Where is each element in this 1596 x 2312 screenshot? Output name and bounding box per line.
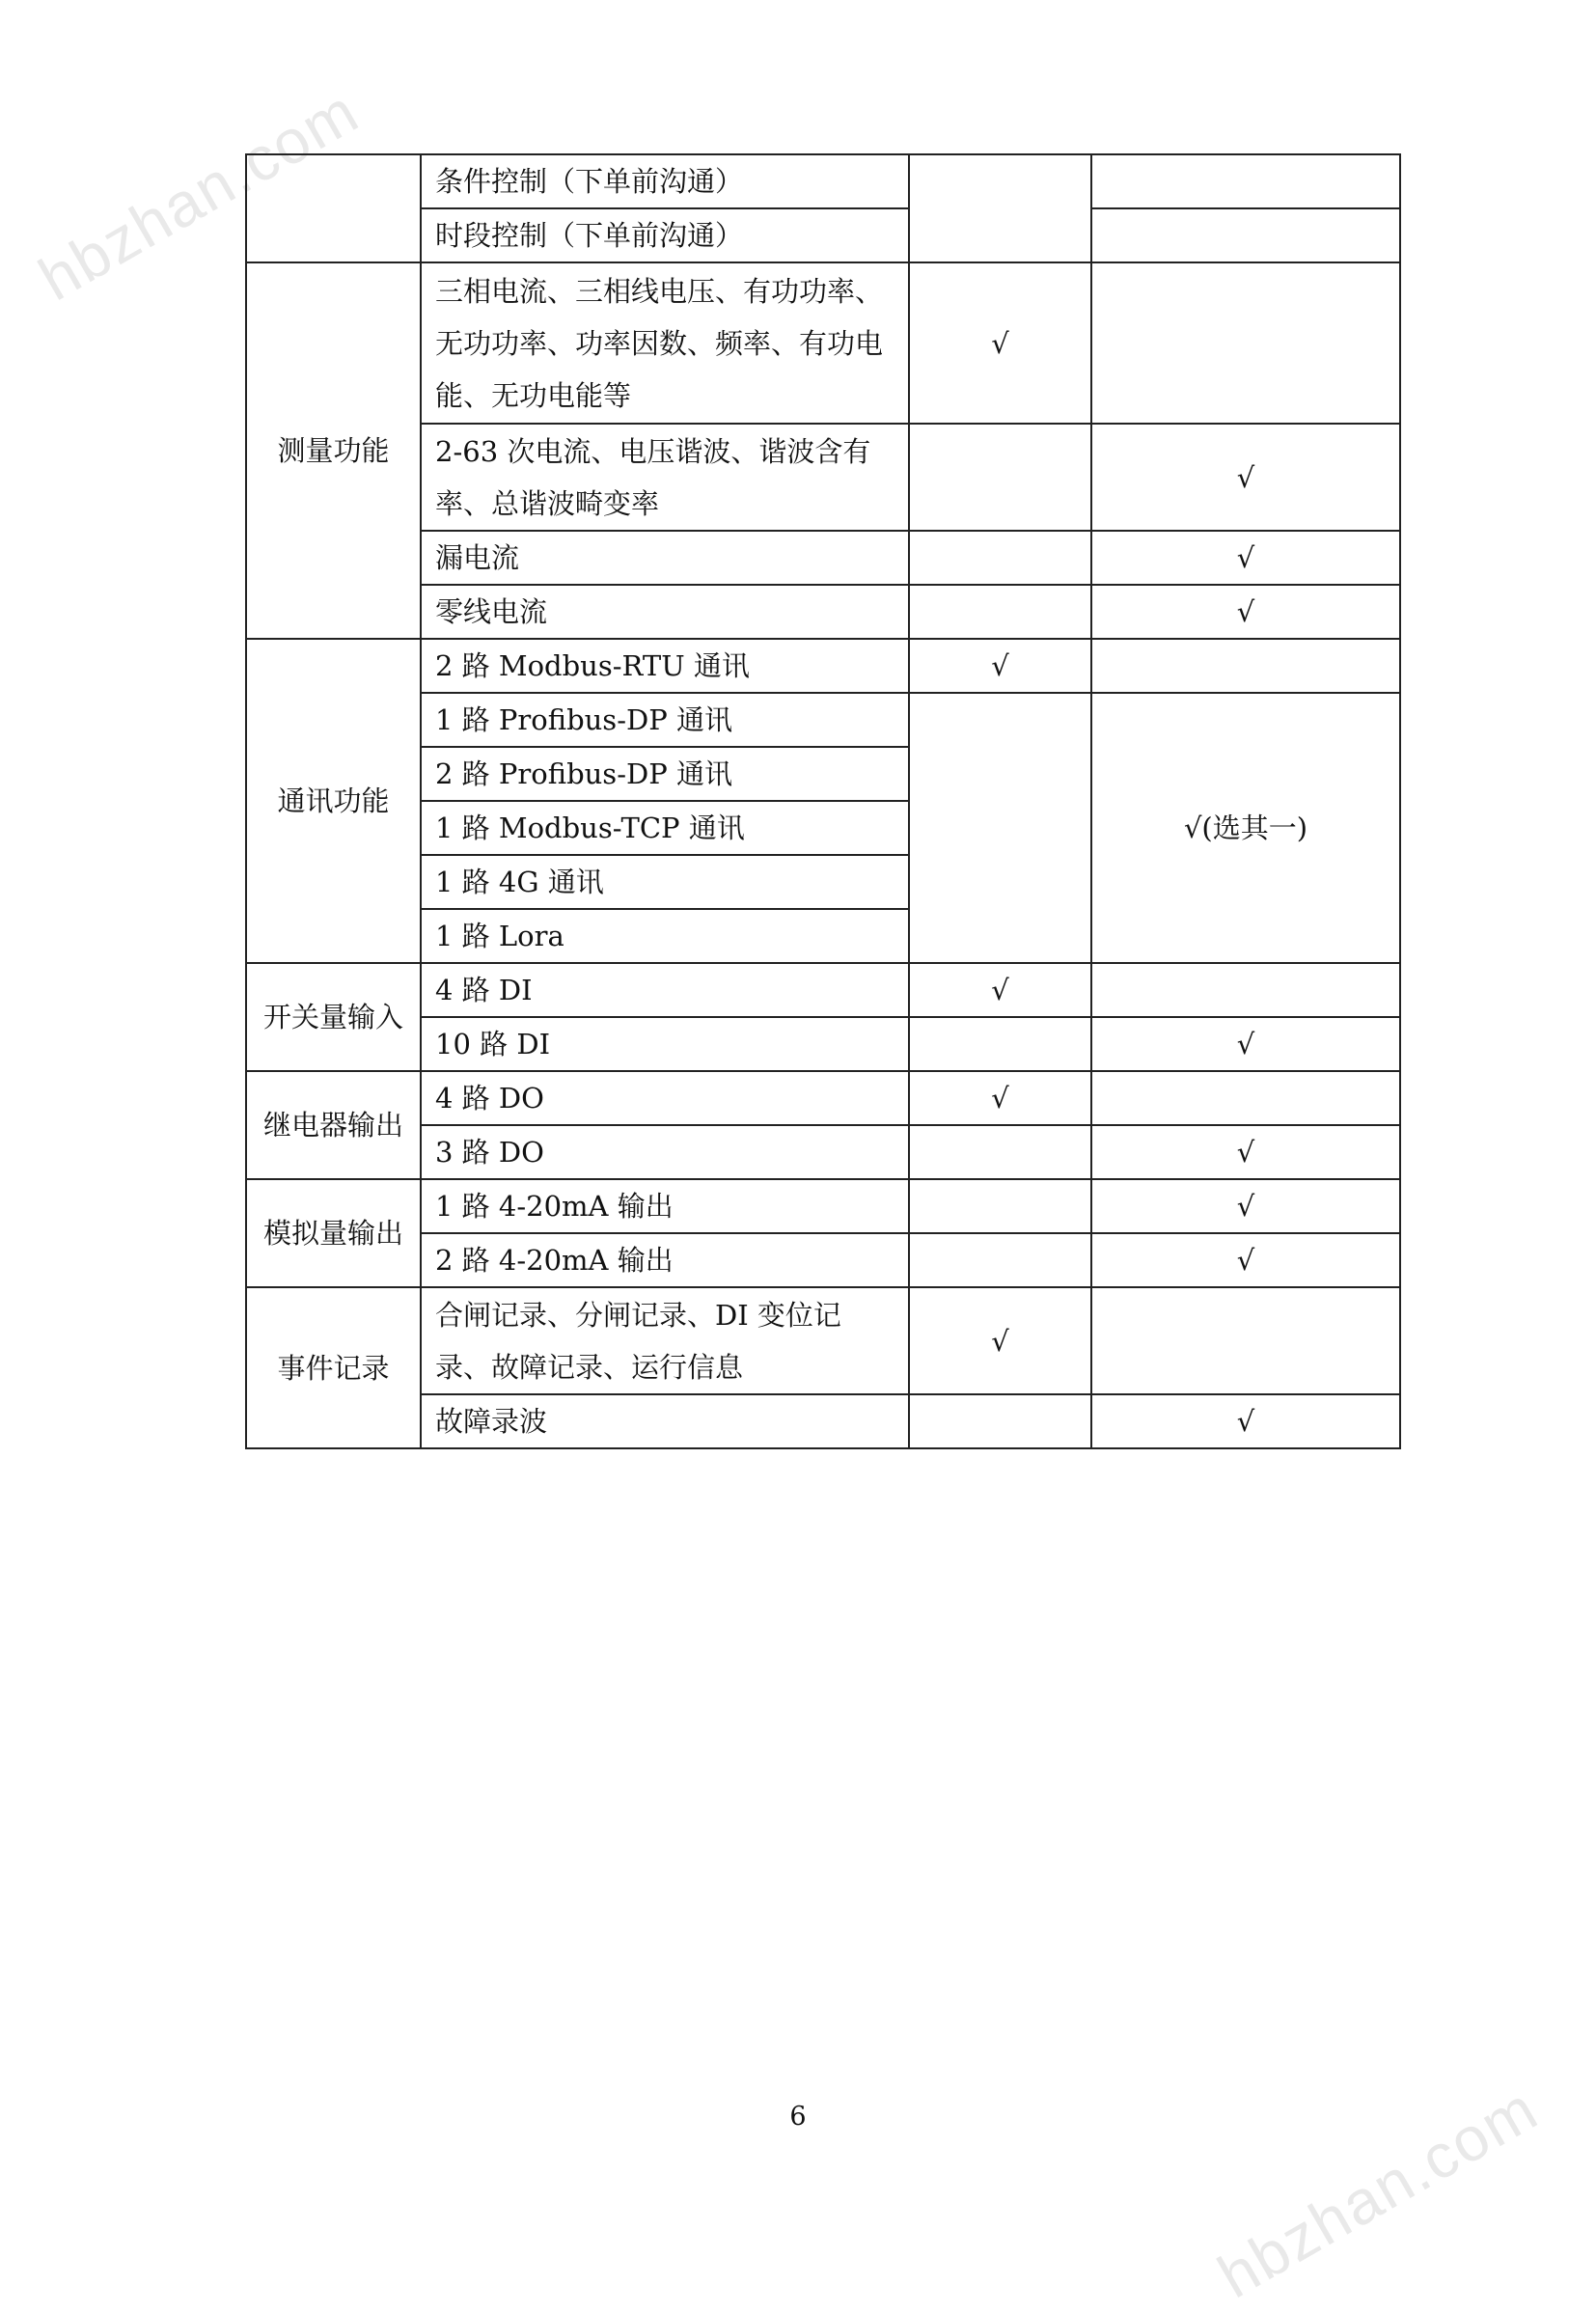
item-cell: 漏电流 (421, 531, 909, 585)
standard-cell: √ (909, 1287, 1091, 1394)
category-cell: 模拟量输出 (246, 1179, 421, 1287)
optional-cell: √ (1091, 1233, 1400, 1287)
standard-cell: √ (909, 963, 1091, 1017)
table-row (246, 262, 1400, 424)
category-cell: 通讯功能 (246, 639, 421, 963)
standard-cell (909, 585, 1091, 639)
standard-cell (909, 1179, 1091, 1233)
standard-cell (909, 693, 1091, 963)
item-cell: 10 路 DI (421, 1017, 909, 1071)
category-cell: 继电器输出 (246, 1071, 421, 1179)
category-cell: 开关量输入 (246, 963, 421, 1071)
item-cell: 合闸记录、分闸记录、DI 变位记录、故障记录、运行信息 (421, 1287, 909, 1394)
item-cell: 2 路 4-20mA 输出 (421, 1233, 909, 1287)
item-cell: 故障录波 (421, 1394, 909, 1448)
optional-cell: √ (1091, 1394, 1400, 1448)
optional-cell (1091, 963, 1400, 1017)
optional-cell (1091, 639, 1400, 693)
standard-cell (909, 1394, 1091, 1448)
table-row (246, 154, 1400, 208)
optional-cell (1091, 262, 1400, 424)
standard-cell: √ (909, 262, 1091, 424)
optional-cell: √(选其一) (1091, 693, 1400, 963)
item-cell: 1 路 Lora (421, 909, 909, 963)
standard-cell: √ (909, 639, 1091, 693)
table-row (246, 1287, 1400, 1394)
item-cell: 1 路 Profibus-DP 通讯 (421, 693, 909, 747)
standard-cell (909, 1125, 1091, 1179)
item-cell: 1 路 4-20mA 输出 (421, 1179, 909, 1233)
table-row (246, 963, 1400, 1017)
item-cell: 时段控制（下单前沟通） (421, 208, 909, 262)
optional-cell: √ (1091, 585, 1400, 639)
standard-cell: √ (909, 1071, 1091, 1125)
item-cell: 1 路 Modbus-TCP 通讯 (421, 801, 909, 855)
function-configuration-table (245, 153, 1401, 1449)
item-cell: 3 路 DO (421, 1125, 909, 1179)
table-row (246, 639, 1400, 693)
item-cell: 2-63 次电流、电压谐波、谐波含有率、总谐波畸变率 (421, 424, 909, 531)
watermark: hbzhan.com (27, 75, 371, 315)
category-cell: 测量功能 (246, 262, 421, 639)
optional-cell (1091, 208, 1400, 262)
item-cell: 2 路 Modbus-RTU 通讯 (421, 639, 909, 693)
standard-cell (909, 154, 1091, 262)
item-cell: 零线电流 (421, 585, 909, 639)
optional-cell (1091, 1287, 1400, 1394)
optional-cell: √ (1091, 531, 1400, 585)
item-cell: 条件控制（下单前沟通） (421, 154, 909, 208)
watermark: hbzhan.com (1206, 2073, 1550, 2312)
category-cell (246, 154, 421, 262)
optional-cell: √ (1091, 1017, 1400, 1071)
table-row (246, 1071, 1400, 1125)
optional-cell: √ (1091, 424, 1400, 531)
optional-cell: √ (1091, 1179, 1400, 1233)
table-row (246, 1179, 1400, 1233)
page-number: 6 (789, 2102, 807, 2132)
item-cell: 4 路 DI (421, 963, 909, 1017)
item-cell: 2 路 Profibus-DP 通讯 (421, 747, 909, 801)
optional-cell: √ (1091, 1125, 1400, 1179)
standard-cell (909, 1233, 1091, 1287)
standard-cell (909, 1017, 1091, 1071)
optional-cell (1091, 1071, 1400, 1125)
standard-cell (909, 531, 1091, 585)
item-cell: 1 路 4G 通讯 (421, 855, 909, 909)
optional-cell (1091, 154, 1400, 208)
category-cell: 事件记录 (246, 1287, 421, 1448)
standard-cell (909, 424, 1091, 531)
item-cell: 4 路 DO (421, 1071, 909, 1125)
item-cell: 三相电流、三相线电压、有功功率、无功功率、功率因数、频率、有功电能、无功电能等 (421, 262, 909, 424)
